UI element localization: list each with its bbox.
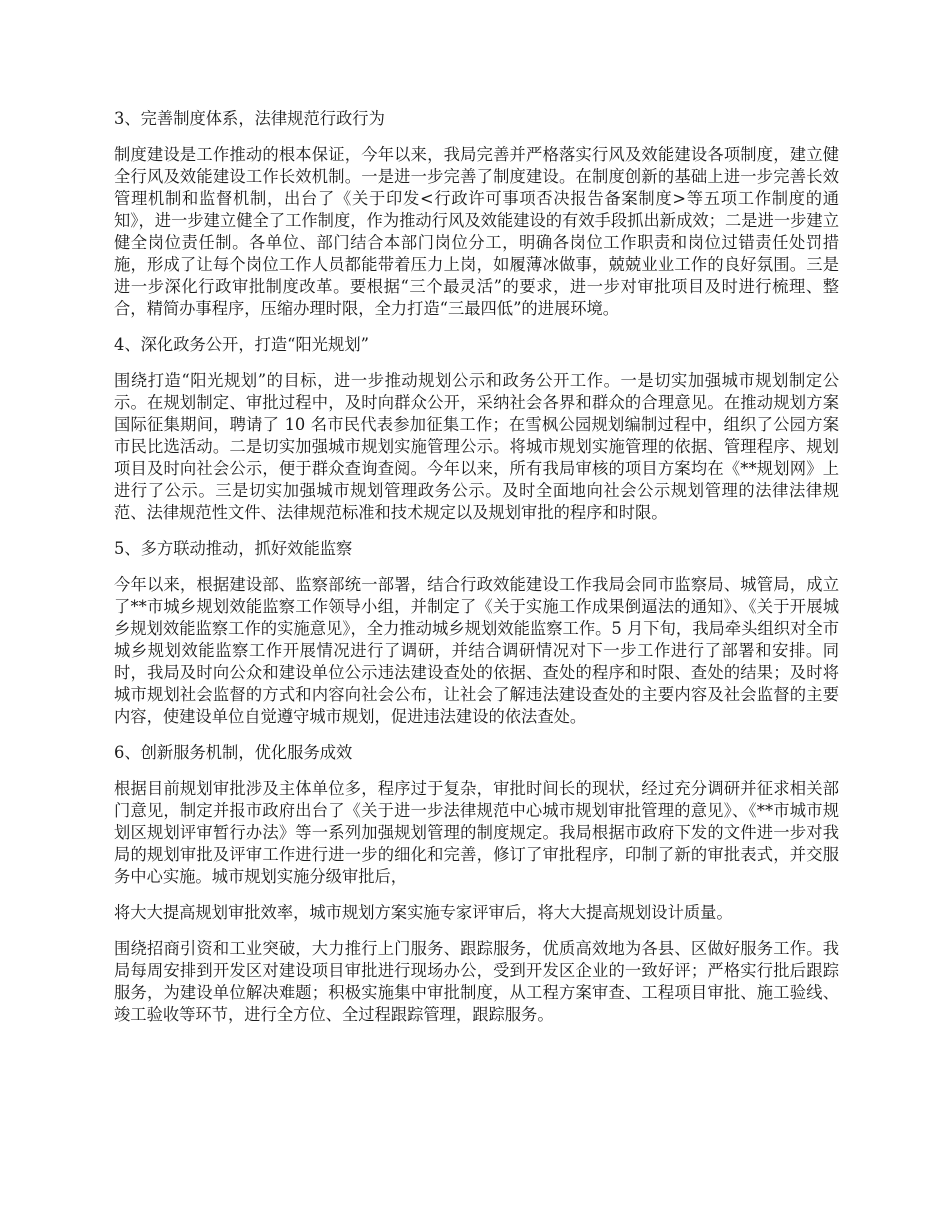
- paragraph: 根据目前规划审批涉及主体单位多，程序过于复杂，审批时间长的现状，经过充分调研并征求相关部门意见，制定并报市政府出台了《关于进一步法律规范中心城市规划审批管理的意见》、《**市城市规划区规划评审暂行办法》等一系列加强规划管理的制度规定。我局根据市政府下发的文件进一步对我局的规划审批及评审工作进行进一步的细化和完善，修订了审批程序，印制了新的审批表式，并交服务中心实施。城市规划实施分级审批后，: [114, 779, 839, 886]
- section-heading: 4、深化政务公开，打造“阳光规划”: [114, 335, 369, 354]
- paragraph: 围绕招商引资和工业突破，大力推行上门服务、跟踪服务，优质高效地为各县、区做好服务工作。我局每周安排到开发区对建设项目审批进行现场办公，受到开发区企业的一致好评；严格实行批后跟踪服务，为建设单位解决难题；积极实施集中审批制度，从工程方案审查、工程项目审批、施工验线、竣工验收等环节，进行全方位、全过程跟踪管理，跟踪服务。: [114, 939, 839, 1024]
- section-heading: 3、完善制度体系，法律规范行政行为: [114, 109, 385, 128]
- document-page: [114, 108, 839, 1040]
- section-6: [114, 742, 839, 1026]
- paragraph: 今年以来，根据建设部、监察部统一部署，结合行政效能建设工作我局会同市监察局、城管局，成立了**市城乡规划效能监察工作领导小组，并制定了《关于实施工作成果倒逼法的通知》、《关于开展城乡规划效能监察工作的实施意见》，全力推动城乡规划效能监察工作。5 月下旬，我局牵头组织对全市城乡规划效能监察工作开展情况进行了调研，并结合调研情况对下一步工作进行了部署和安排。同时，我局及时向公众和建设单位公示违法建设查处的依据、查处的程序和时限、查处的结果；及时将城市规划社会监督的方式和内容向社会公布，让社会了解违法建设查处的主要内容及社会监督的主要内容，使建设单位自觉遵守城市规划，促进违法建设的依法查处。: [114, 575, 839, 726]
- paragraph: 将大大提高规划审批效率，城市规划方案实施专家评审后，将大大提高规划设计质量。: [114, 903, 733, 922]
- section-heading: 6、创新服务机制，优化服务成效: [114, 743, 353, 762]
- section-5: [114, 538, 839, 728]
- paragraph: 围绕打造“阳光规划”的目标，进一步推动规划公示和政务公开工作。一是切实加强城市规划制定公示。在规划制定、审批过程中，及时向群众公开，采纳社会各界和群众的合理意见。在推动规划方案国际征集期间，聘请了 10 名市民代表参加征集工作；在雪枫公园规划编制过程中，组织了公园方案市民比选活动。二是切实加强城市规划实施管理公示。将城市规划实施管理的依据、管理程序、规划项目及时向社会公示，便于群众查询查阅。今年以来，所有我局审核的项目方案均在《**规划网》上进行了公示。三是切实加强城市规划管理政务公示。及时全面地向社会公示规划管理的法律法律规范、法律规范性文件、法律规范标准和技术规定以及规划审批的程序和时限。: [114, 371, 839, 522]
- paragraph: 制度建设是工作推动的根本保证，今年以来，我局完善并严格落实行风及效能建设各项制度，建立健全行风及效能建设工作长效机制。一是进一步完善了制度建设。在制度创新的基础上进一步完善长效管理机制和监督机制，出台了《关于印发<行政许可事项否决报告备案制度>等五项工作制度的通知》，进一步建立健全了工作制度，作为推动行风及效能建设的有效手段抓出新成效；二是进一步建立健全岗位责任制。各单位、部门结合本部门岗位分工，明确各岗位工作职责和岗位过错责任处罚措施，形成了让每个岗位工作人员都能带着压力上岗，如履薄冰做事，兢兢业业工作的良好氛围。三是进一步深化行政审批制度改革。要根据“三个最灵活”的要求，进一步对审批项目及时进行梳理、整合，精简办事程序，压缩办理时限，全力打造“三最四低”的进展环境。: [114, 145, 839, 318]
- section-4: [114, 334, 839, 524]
- section-heading: 5、多方联动推动，抓好效能监察: [114, 539, 353, 558]
- section-3: [114, 108, 839, 320]
